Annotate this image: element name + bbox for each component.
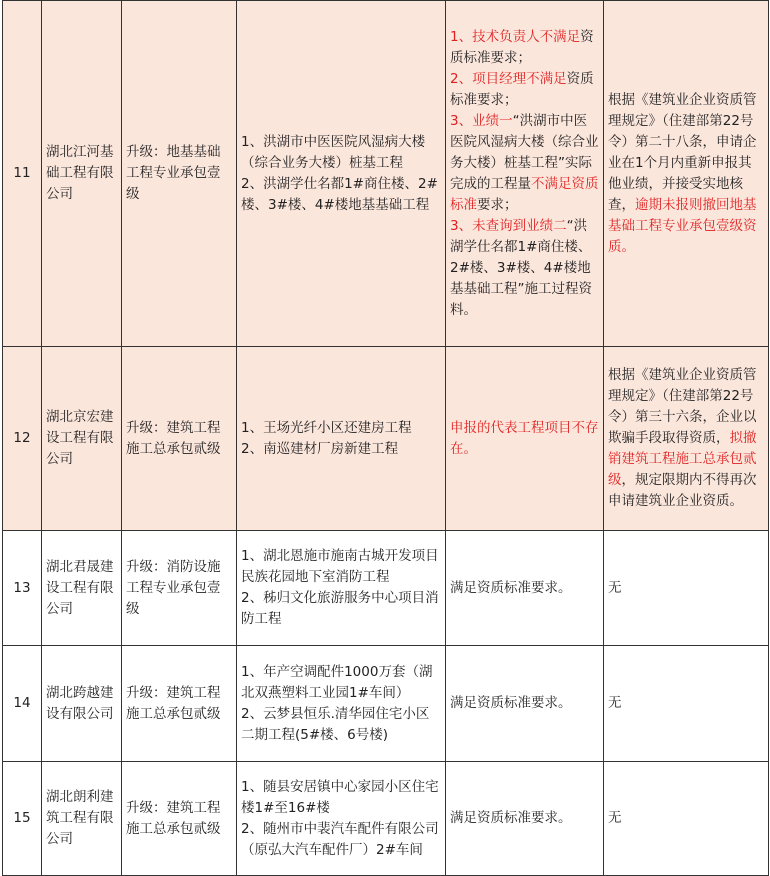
issue-text: 资质标准要求； — [450, 28, 594, 66]
result-red-text: 逾期未报则撤回地基基础工程专业承包壹级资质。 — [608, 196, 757, 255]
issue-text: 要求； — [477, 196, 518, 213]
table-row — [3, 762, 769, 876]
row-number: 13 — [3, 531, 42, 646]
application-item: 升级：消防设施工程专业承包壹级 — [122, 531, 237, 646]
project-item: 1、洪湖市中医医院风湿病大楼（综合业务大楼）桩基工程 — [241, 133, 426, 171]
issue-red-text: 3、业绩一 — [450, 112, 513, 129]
company-name: 湖北京宏建设工程有限公司 — [42, 347, 122, 531]
review-issue: 满足资质标准要求。 — [446, 762, 604, 876]
project-list — [237, 762, 446, 876]
review-result — [604, 1, 769, 347]
review-issue — [446, 1, 604, 347]
review-result: 无 — [604, 646, 769, 762]
project-list — [237, 531, 446, 646]
project-item: 1、随县安居镇中心家园小区住宅楼1#至16#楼 — [241, 778, 439, 816]
result-text: 根据《建筑业企业资质管理规定》（住建部第22号令）第二十八条，申请企业在1个月内重新申报其他业绩，并接受实地核查， — [608, 91, 757, 213]
review-issue: 满足资质标准要求。 — [446, 646, 604, 762]
project-item: 2、洪湖学仕名都1#商住楼、2#楼、3#楼、4#楼地基基础工程 — [241, 175, 438, 213]
row-number: 14 — [3, 646, 42, 762]
review-issue: 满足资质标准要求。 — [446, 531, 604, 646]
company-name: 湖北君晟建设工程有限公司 — [42, 531, 122, 646]
table-row — [3, 1, 769, 347]
project-item: 1、湖北恩施市施南古城开发项目民族花园地下室消防工程 — [241, 548, 439, 585]
result-text: 根据《建筑业企业资质管理规定》（住建部第22号令）第三十六条，企业以欺骗手段取得资质， — [608, 367, 757, 446]
application-item: 升级：地基基础工程专业承包壹级 — [122, 1, 237, 347]
project-item: 1、年产空调配件1000万套（湖北双燕塑料工业园1#车间） — [241, 663, 433, 701]
company-name: 湖北朗利建筑工程有限公司 — [42, 762, 122, 876]
company-name: 湖北跨越建设有限公司 — [42, 646, 122, 762]
project-list — [237, 347, 446, 531]
row-number: 15 — [3, 762, 42, 876]
issue-red-text: 2、项目经理不满足 — [450, 70, 567, 87]
table-row — [3, 347, 769, 531]
company-name: 湖北江河基础工程有限公司 — [42, 1, 122, 347]
review-result — [604, 347, 769, 531]
project-item: 2、秭归文化旅游服务中心项目消防工程 — [241, 590, 439, 627]
issue-red-text: 3、未查询到业绩二 — [450, 217, 567, 234]
application-item: 升级：建筑工程施工总承包贰级 — [122, 347, 237, 531]
issue-text: “洪湖学仕名都1#商住楼、2#楼、3#楼、4#楼地基基础工程”施工过程资料。 — [450, 217, 592, 318]
review-result: 无 — [604, 762, 769, 876]
row-number: 11 — [3, 1, 42, 347]
issue-red-text: 不满足资质标准 — [450, 175, 599, 213]
issue-text: “洪湖市中医医院风湿病大楼（综合业务大楼）桩基工程”实际完成的工程量 — [450, 112, 599, 192]
project-item: 2、云梦县恒乐.清华园住宅小区二期工程(5#楼、6号楼) — [241, 705, 430, 743]
project-item: 1、王场光纤小区还建房工程 — [241, 419, 412, 436]
application-item: 升级：建筑工程施工总承包贰级 — [122, 646, 237, 762]
application-item: 升级：建筑工程施工总承包贰级 — [122, 762, 237, 876]
project-list — [237, 1, 446, 347]
qualification-review-table — [2, 0, 769, 876]
project-list — [237, 646, 446, 762]
table-row — [3, 646, 769, 762]
table-row — [3, 531, 769, 646]
project-item: 2、南巡建材厂房新建工程 — [241, 440, 399, 457]
review-issue: 申报的代表工程项目不存在。 — [446, 347, 604, 531]
project-item: 2、随州市中裴汽车配件有限公司（原弘大汽车配件厂）2#车间 — [241, 820, 439, 858]
issue-text: 资质标准要求； — [450, 70, 594, 108]
row-number: 12 — [3, 347, 42, 531]
issue-red-text: 1、技术负责人不满足 — [450, 28, 581, 45]
result-tail: ，规定限期内不得再次申请建筑业企业资质。 — [608, 472, 757, 509]
review-result: 无 — [604, 531, 769, 646]
result-red-text: 拟撤销建筑工程施工总承包贰级 — [608, 430, 757, 488]
